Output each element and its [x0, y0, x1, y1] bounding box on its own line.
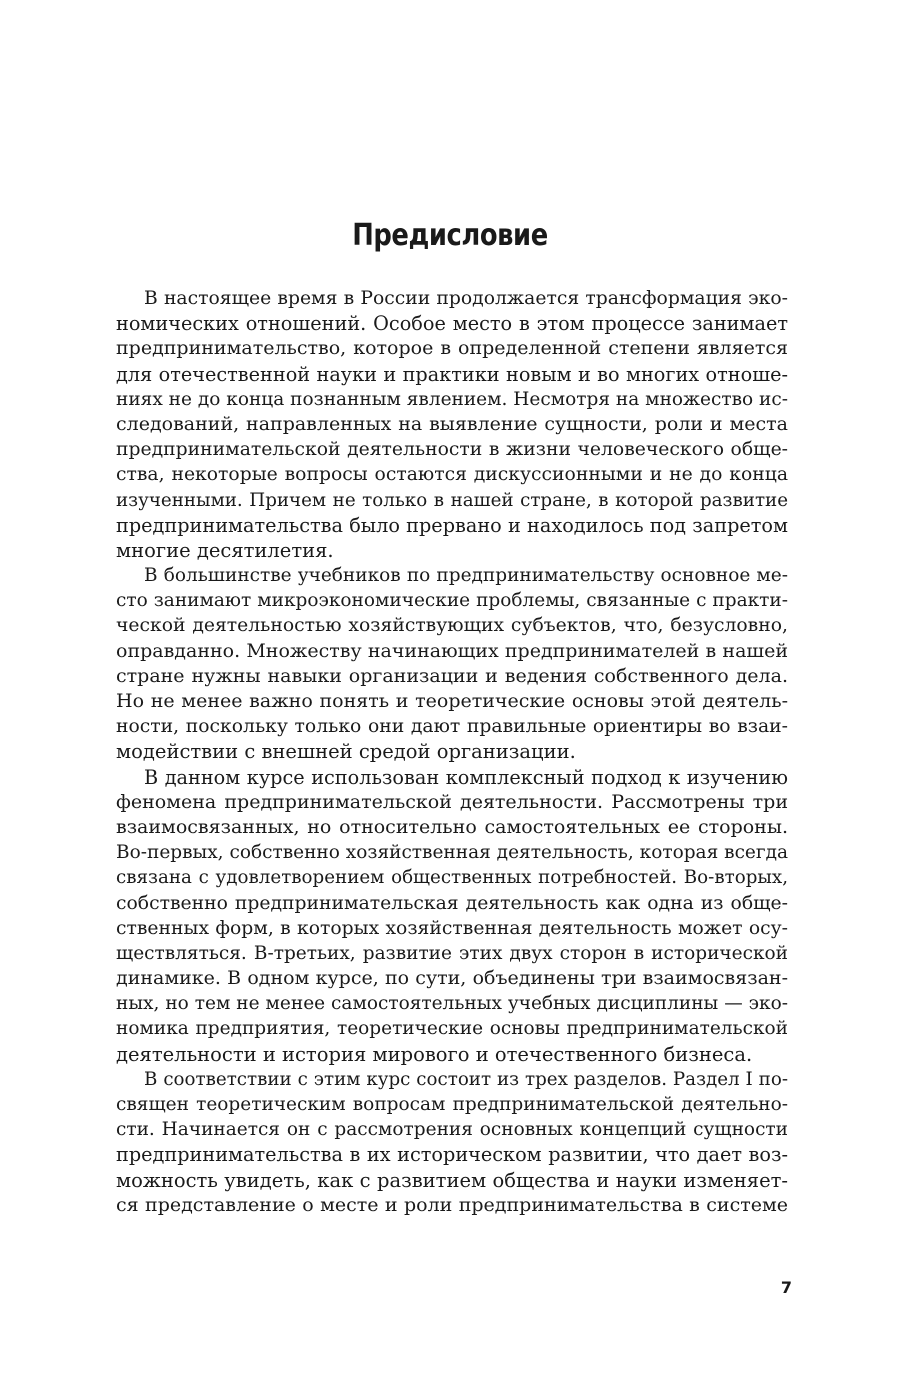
- text-line: стране нужны навыки организации и ведения собственного дела.: [116, 664, 788, 687]
- text-line: можность увидеть, как с развитием общества и науки изменяет-: [116, 1168, 788, 1192]
- text-line: динамике. В одном курсе, по сути, объединены три взаимосвязан-: [116, 967, 788, 990]
- text-line: ственных форм, в которых хозяйственная деятельность может осу-: [116, 917, 788, 939]
- text-line: номика предприятия, теоретические основы предпринимательской: [116, 1018, 788, 1040]
- text-line: предпринимательства в их историческом развитии, что дает воз-: [116, 1143, 788, 1167]
- text-line: следований, направленных на выявление сущности, роли и места: [116, 412, 788, 435]
- text-line: сто занимают микроэкономические проблемы, связанные с практи-: [116, 590, 788, 612]
- body-text: [116, 286, 788, 1218]
- text-line: деятельности и история мирового и отечественного бизнеса.: [116, 1042, 753, 1066]
- text-line: В соответствии с этим курс состоит из трех разделов. Раздел I по-: [144, 1068, 788, 1090]
- text-line: ществляться. В-третьих, развитие этих двух сторон в исторической: [116, 942, 788, 964]
- text-line: предпринимательство, которое в определенной степени является: [116, 337, 788, 360]
- text-line: оправданно. Множеству начинающих предпринимателей в нашей: [116, 639, 788, 662]
- text-line: ства, некоторые вопросы остаются дискуссионными и не до конца: [116, 464, 788, 486]
- text-line: ниях не до конца познанным явлением. Несмотря на множество ис-: [116, 388, 788, 410]
- page-number: 7: [780, 1278, 792, 1297]
- text-line: В большинстве учебников по предпринимательству основное ме-: [144, 565, 788, 587]
- text-line: ности, поскольку только они дают правильные ориентиры во взаи-: [116, 716, 788, 738]
- page-title: Предисловие: [352, 218, 548, 253]
- text-line: Но не менее важно понять и теоретические основы этой деятель-: [116, 690, 788, 712]
- text-line: ческой деятельностью хозяйствующих субъектов, что, безусловно,: [116, 615, 788, 637]
- text-line: собственно предпринимательская деятельность как одна из обще-: [116, 892, 788, 914]
- text-line: номических отношений. Особое место в этом процессе занимает: [116, 312, 788, 336]
- text-line: сти. Начинается он с рассмотрения основных концепций сущности: [116, 1119, 788, 1141]
- text-line: изученными. Причем не только в нашей стране, в которой развитие: [116, 489, 788, 511]
- text-line: священ теоретическим вопросам предпринимательской деятельно-: [116, 1094, 788, 1115]
- text-line: предпринимательства было прервано и находилось под запретом: [116, 513, 788, 537]
- paragraph: [116, 563, 788, 765]
- text-line: предпринимательской деятельности в жизни человеческого обще-: [116, 439, 788, 461]
- text-line: В данном курсе использован комплексный подход к изучению: [144, 765, 788, 789]
- text-line: модействии с внешней средой организации.: [116, 740, 576, 764]
- paragraph: [116, 1067, 788, 1218]
- paragraph: [116, 286, 788, 563]
- text-line: ся представление о месте и роли предпринимательства в системе: [116, 1193, 788, 1216]
- paragraph: [116, 765, 788, 1067]
- text-line: взаимосвязанных, но относительно самостоятельных ее стороны.: [116, 815, 788, 838]
- text-line: феномена предпринимательской деятельности. Рассмотрены три: [116, 790, 788, 813]
- text-line: ных, но тем не менее самостоятельных учебных дисциплины — эко-: [116, 993, 788, 1015]
- text-line: Во-первых, собственно хозяйственная деятельность, которая всегда: [116, 842, 788, 864]
- text-line: связана с удовлетворением общественных потребностей. Во-вторых,: [116, 867, 788, 889]
- text-line: многие десятилетия.: [116, 538, 334, 562]
- text-line: В настоящее время в России продолжается трансформация эко-: [144, 288, 788, 309]
- text-line: для отечественной науки и практики новым и во многих отноше-: [116, 362, 788, 386]
